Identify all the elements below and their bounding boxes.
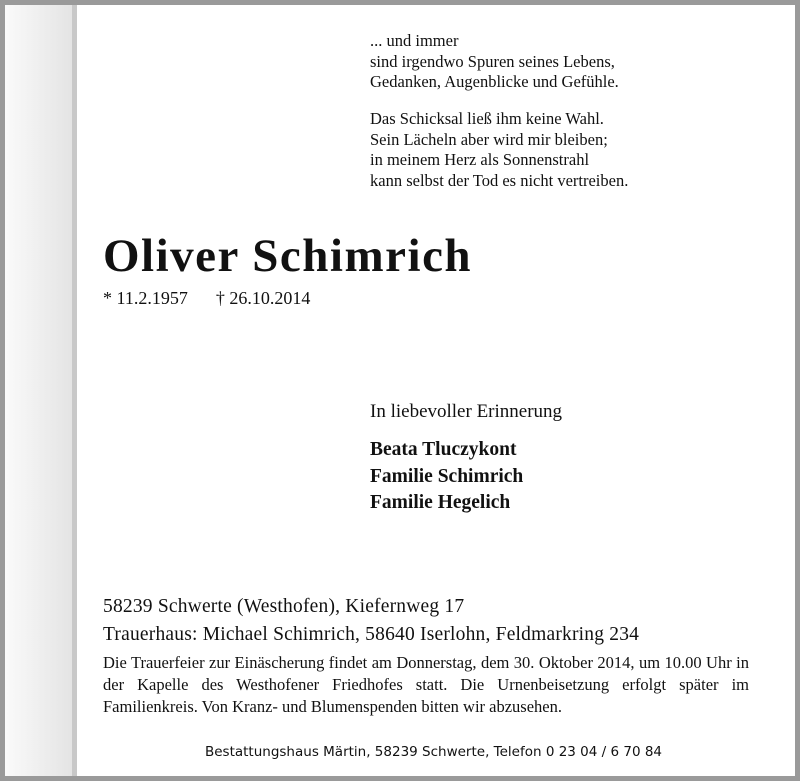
life-dates <box>103 288 338 309</box>
poem-line: Sein Lächeln aber wird mir bleiben; <box>370 129 608 149</box>
poem-stanza-2 <box>370 109 628 191</box>
address-line: 58239 Schwerte (Westhofen), Kiefernweg 17 <box>103 596 465 617</box>
poem-stanza-1 <box>370 31 619 93</box>
deceased-name: Oliver Schimrich <box>103 230 473 282</box>
poem-line: Gedanken, Augenblicke und Gefühle. <box>370 72 619 91</box>
poem-line: Das Schicksal ließ ihm keine Wahl. <box>370 109 604 128</box>
funeral-home-footer: Bestattungshaus Märtin, 58239 Schwerte, Telefon 0 23 04 / 6 70 84 <box>204 744 663 760</box>
left-margin-strip <box>72 5 77 776</box>
address-block <box>103 593 639 649</box>
birth-date: * 11.2.1957 <box>103 288 188 308</box>
mourners-list <box>370 437 523 517</box>
memory-line: In liebevoller Erinnerung <box>370 401 563 422</box>
mourner: Familie Schimrich <box>370 465 524 487</box>
poem-line: in meinem Herz als Sonnenstrahl <box>370 150 590 169</box>
death-date: † 26.10.2014 <box>215 288 311 308</box>
poem-line: sind irgendwo Spuren seines Lebens, <box>370 51 615 71</box>
ceremony-text: Die Trauerfeier zur Einäscherung findet am Donnerstag, dem 30. Oktober 2014, um 10.00 Uhr in der Kapelle des Westhofener Friedhofes statt. Die Urnenbeisetzung erfolgt später im Familienkreis. Von Kranz- und Blumenspenden bitten wir abzusehen. <box>103 653 749 716</box>
mourner: Beata Tluczykont <box>370 439 517 460</box>
address-line: Trauerhaus: Michael Schimrich, 58640 Iserlohn, Feldmarkring 234 <box>103 624 640 645</box>
poem-line: kann selbst der Tod es nicht vertreiben. <box>370 170 629 190</box>
poem-line: ... und immer <box>370 31 459 50</box>
mourner: Familie Hegelich <box>370 492 511 513</box>
left-margin-panel <box>5 5 72 776</box>
